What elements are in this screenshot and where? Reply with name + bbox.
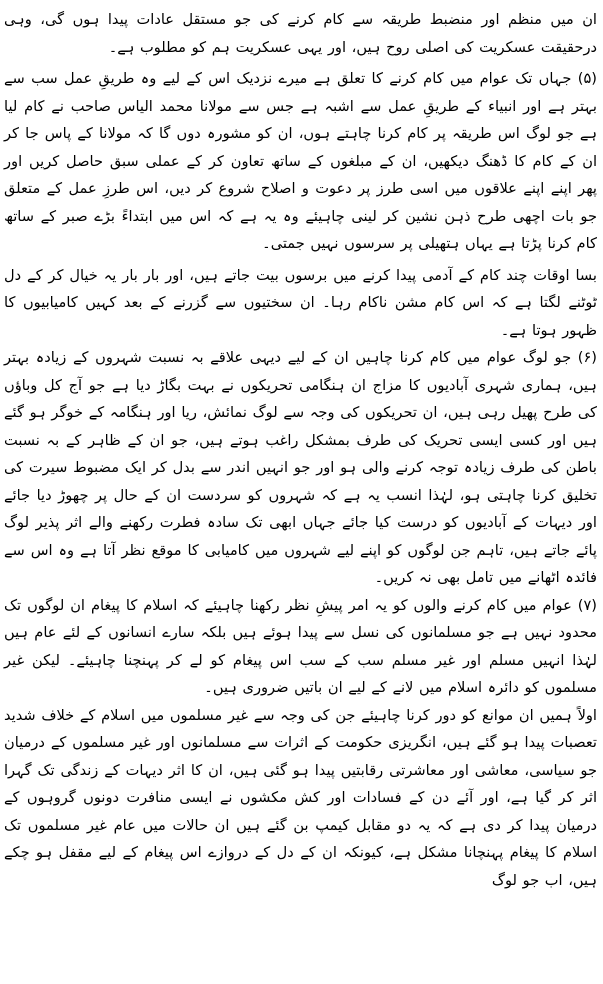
paragraph-point-5: (۵) جہاں تک عوام میں کام کرنے کا تعلق ہے میرے نزدیک اس کے لیے وہ طریقِ عمل سب سے بہتر ہے اور انبیاء کے طریقِ عمل سے اشبہ ہے جس سے مولانا محمد الیاس صاحب نے کام لیا ہے جو لوگ اس طریقہ پر کام کرنا چاہتے ہوں، ان کو مشورہ دوں گا کہ مولانا کے پاس جا کر ان کے کام کا ڈھنگ دیکھیں، ان کے مبلغوں کے ساتھ تعاون کر کے عملی سبق حاصل کریں اور پھر اپنے اپنے علاقوں میں اسی طرز پر دعوت و اصلاح شروع کر دیں، اس طرزِ عمل کے متعلق جو بات اچھی طرح ذہن نشین کر لینی چاہیئے وہ یہ ہے کہ اس میں ابتداءً بڑے صبر کے ساتھ کام کرنا پڑتا ہے یہاں ہتھیلی پر سرسوں نہیں جمتی۔: [4, 70, 597, 252]
paragraph-point-7: (۷) عوام میں کام کرنے والوں کو یہ امر پیشِ نظر رکھنا چاہیئے کہ اسلام کا پیغام ان لوگوں تک محدود نہیں ہے جو مسلمانوں کی نسل سے پیدا ہوئے ہیں بلکہ سارے انسانوں کے لئے عام ہیں لہٰذا انہیں مسلم اور غیر مسلم سب کے سب اس پیغام کو لے کر پہنچنا چاہیئے۔ لیکن غیر مسلموں کو دائرہ اسلام میں لانے کے لیے ان باتیں ضروری ہیں۔: [4, 596, 597, 696]
paragraph-militancy-spirit: ان میں منظم اور منضبط طریقہ سے کام کرنے کی جو مستقل عادات پیدا ہوں گی، وہی درحقیقت عسکریت کی اصلی روح ہیں، اور یہی عسکریت ہم کو مطلوب ہے۔: [4, 11, 597, 56]
paragraph-obstacles: اولاً ہمیں ان موانع کو دور کرنا چاہیئے جن کی وجہ سے غیر مسلموں میں اسلام کے خلاف شدید تعصبات پیدا ہو گئے ہیں، انگریزی حکومت کے اثرات سے مسلمانوں اور غیر مسلموں کے درمیان جو سیاسی، معاشی اور معاشرتی رقابتیں پیدا ہو گئی ہیں، ان کا اثر دیہات کے زندگی تک گہرا اثر کر گیا ہے، اور آئے دن کے فسادات اور کش مکشوں نے ایسی منافرت دونوں گروہوں کے درمیان پیدا کر دی ہے کہ یہ دو مقابل کیمپ بن گئے ہیں ان حالات میں عام غیر مسلموں تک اسلام کا پیغام پہنچانا مشکل ہے، کیونکہ ان کے دل کے دروازے اس پیغام کے لیے مقفل ہو چکے ہیں، اب جو لوگ: [4, 706, 597, 889]
paragraph-point-6: (۶) جو لوگ عوام میں کام کرنا چاہیں ان کے لیے دیہی علاقے بہ نسبت شہروں کے زیادہ بہتر ہیں، ہماری شہری آبادیوں کا مزاج ان ہنگامی تحریکوں نے بہت بگاڑ دیا ہے جو آج کل وباؤں کی طرح پھیل رہی ہیں، ان تحریکوں کی وجہ سے لوگ نمائش، ریا اور ہنگامہ کے خوگر ہو گئے ہیں اور کسی ایسی تحریک کی طرف بمشکل راغب ہوتے ہیں، جو ان کے ظاہر کے بہ نسبت باطن کی طرف زیادہ توجہ کرنے والی ہو اور جو انہیں اندر سے بدل کر ایک مضبوط سیرت کی تخلیق کرنا چاہتی ہو، لہٰذا انسب یہ ہے کہ شہروں کو سردست ان کے حال پر چھوڑ دیا جائے اور دیہات کے آبادیوں کو درست کیا جائے جہاں ابھی تک سادہ فطرت رکھنے والے اثر پذیر لوگ پائے جاتے ہیں، تاہم جن لوگوں کو اپنے لیے شہروں میں کامیابی کا موقع نظر آتا ہے وہ اس سے فائدہ اٹھانے میں تامل بھی نہ کریں۔: [4, 349, 597, 586]
paragraph-patience: بسا اوقات چند کام کے آدمی پیدا کرنے میں برسوں بیت جاتے ہیں، اور بار بار یہ خیال کر کے دل ٹوٹنے لگتا ہے کہ اس کام مشن ناکام رہا۔ ان سختیوں سے گزرنے کے بعد کہیں کامیابیوں کا ظہور ہوتا ہے۔: [4, 266, 597, 339]
